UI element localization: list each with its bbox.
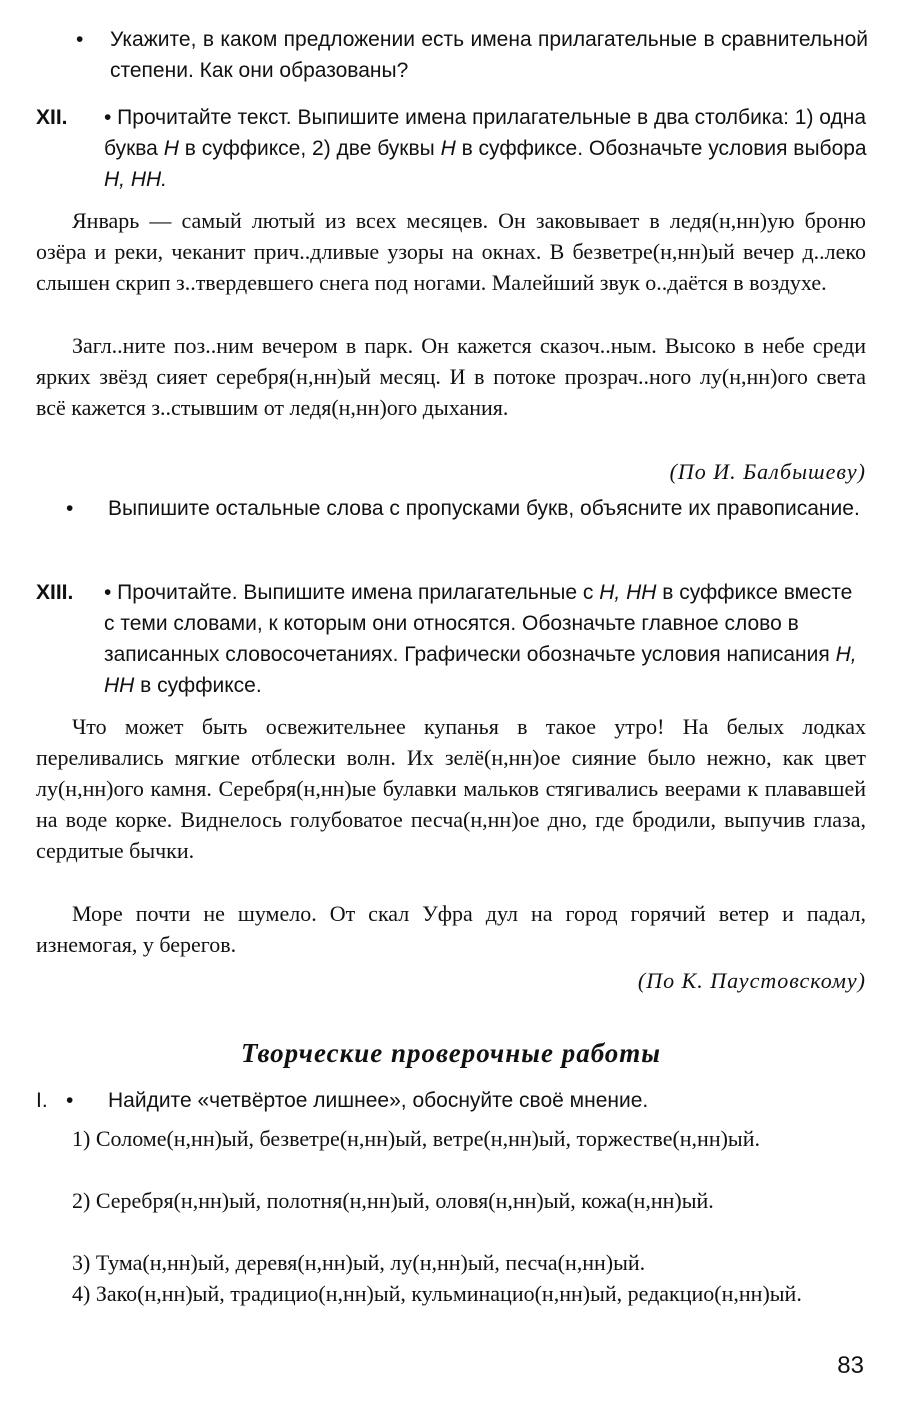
bullet-marker: • bbox=[66, 497, 74, 520]
task-13-instructions bbox=[104, 577, 868, 701]
task-12-paragraph-2: Загл..ните поз..ним вечером в парк. Он кажется сказоч..ным. Высоко в небе среди ярких звёзд сияет серебря(н,нн)ый месяц. И в потоке прозрач..ного лу(н,нн)ого света всё кажется з..стывшим от ледя(н,нн)ого дыхания. bbox=[36, 333, 866, 420]
task-13-instr-italic2: Н, НН bbox=[104, 643, 857, 697]
task-12-instr-part1: • Прочитайте текст. Выпишите имена прилагательные в два столбика: 1) одна буква bbox=[104, 106, 867, 160]
section-title: Творческие проверочные работы bbox=[240, 1038, 662, 1068]
creative-task-text: Найдите «четвёртое лишнее», обоснуйте своё мнение. bbox=[108, 1089, 649, 1112]
creative-task-bullet: • bbox=[66, 1089, 74, 1112]
odd-one-out-item-1: 1) Соломе(н,нн)ый, безветре(н,нн)ый, ветре(н,нн)ый, торжестве(н,нн)ый. bbox=[72, 1126, 760, 1151]
task-12-letter-n: Н bbox=[163, 137, 179, 160]
task-13-paragraph-1: Что может быть освежительнее купанья в такое утро! На белых лодках переливались мягкие отблески волн. Их зелё(н,нн)ое сияние было нежно, как цвет лу(н,нн)ого камня. Серебря(н,нн)ые булавки мальков стягивались веерами к плававшей на воде корке. Виднелось голубоватое песча(н,нн)ое дно, где бродили, выпучив глаза, сердитые бычки. bbox=[36, 714, 866, 863]
task-13-instr-part2: в суффиксе вместе с теми словами, к которым они относятся. Обозначьте главное слово в записанных словосочетаниях. Графически обозначьте условия написания bbox=[104, 581, 853, 666]
task-12-instructions bbox=[104, 102, 868, 195]
task-12-letter-nn: Н bbox=[440, 137, 456, 160]
task-13-instr-part1: • Прочитайте. Выпишите имена прилагательные с bbox=[104, 581, 600, 604]
task-number-13: XIII. bbox=[36, 581, 74, 604]
task-12-instr-part3: в суффиксе. Обозначьте условия выбора bbox=[455, 137, 867, 160]
odd-one-out-item-3: 3) Тума(н,нн)ый, деревя(н,нн)ый, лу(н,нн)ый, песча(н,нн)ый. bbox=[72, 1250, 646, 1275]
task-12-bullet-text: Выпишите остальные слова с пропусками букв, объясните их правописание. bbox=[108, 497, 860, 520]
odd-one-out-item-4: 4) Зако(н,нн)ый, традицио(н,нн)ый, кульминацио(н,нн)ый, редакцио(н,нн)ый. bbox=[72, 1281, 802, 1306]
task-13-attribution: (По К. Паустовскому) bbox=[637, 968, 866, 993]
task-13-instr-part3: в суффиксе. bbox=[134, 674, 262, 697]
page-number: 83 bbox=[837, 1352, 864, 1379]
task-12-bullet bbox=[66, 493, 868, 524]
bullet-marker: • bbox=[76, 28, 84, 51]
task-13-instr-italic1: Н, НН bbox=[599, 581, 657, 604]
task-12-paragraph-1: Январь — самый лютый из всех месяцев. Он заковывает в ледя(н,нн)ую броню озёра и реки, чеканит прич..дливые узоры на окнах. В безветре(н,нн)ый вечер д..леко слышен скрип з..твердевшего снега под ногами. Малейший звук о..даётся в воздухе. bbox=[36, 208, 866, 295]
task-13-paragraph-2: Море почти не шумело. От скал Уфра дул на город горячий ветер и падал, изнемогая, у берегов. bbox=[36, 901, 866, 957]
odd-one-out-item-2: 2) Серебря(н,нн)ый, полотня(н,нн)ый, оловя(н,нн)ый, кожа(н,нн)ый. bbox=[72, 1188, 714, 1213]
bullet-comparative-text: Укажите, в каком предложении есть имена прилагательные в сравнительной степени. Как они образованы? bbox=[110, 28, 868, 82]
bullet-comparative-task bbox=[76, 24, 868, 86]
task-12-instr-italic: Н, НН. bbox=[104, 168, 167, 191]
task-12-instr-part2: в суффиксе, 2) две буквы bbox=[178, 137, 441, 160]
task-12-attribution: (По И. Балбышеву) bbox=[669, 459, 866, 484]
task-number-12: XII. bbox=[36, 106, 68, 129]
creative-task-number: I. bbox=[36, 1089, 48, 1112]
